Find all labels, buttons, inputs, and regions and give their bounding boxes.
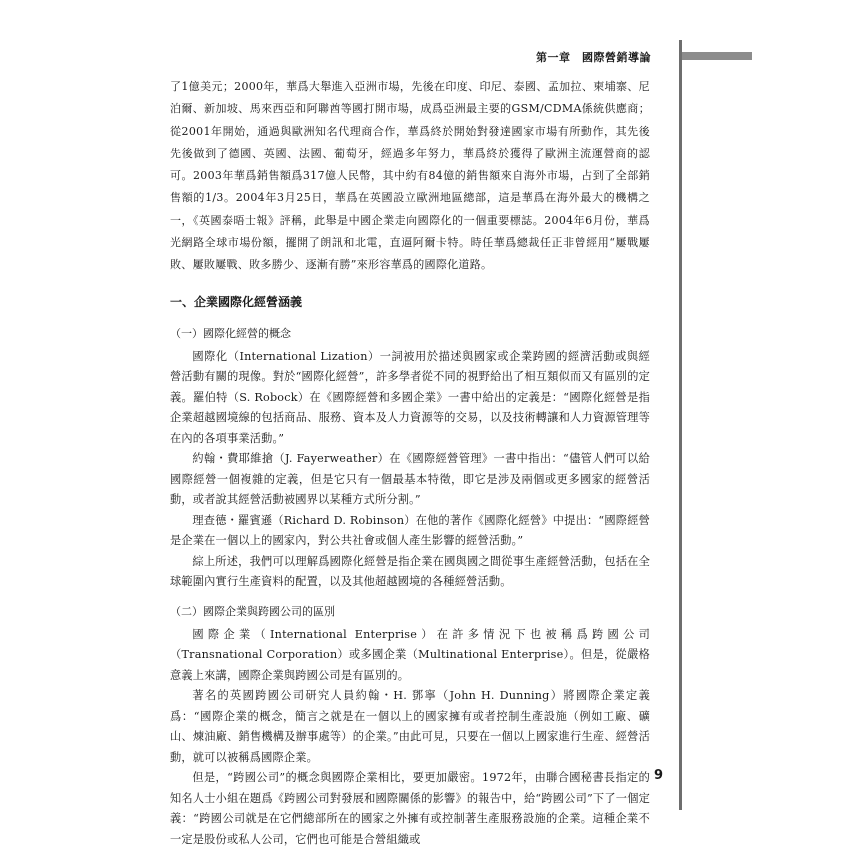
page-number: 9 xyxy=(654,768,664,783)
chapter-header: 第一章 國際營銷導論 xyxy=(536,51,651,64)
paragraph: 綜上所述，我們可以理解爲國際化經營是指企業在國與國之間從事生產經營活動，包括在全球範圍內實行生產資料的配置，以及其他超越國境的各種經營活動。 xyxy=(170,554,650,589)
intro-paragraph: 了1億美元；2000年，華爲大舉進入亞洲市場，先後在印度、印尼、泰國、孟加拉、柬埔寨、尼泊爾、新加坡、馬來西亞和阿聯酋等國打開市場，成爲亞洲最主要的GSM/CDMA係統供應商；從2001年開始，通過與歐洲知名代理商合作，華爲終於開始對發達國家市場有所動作，其先後先後做到了德國、英國、法國、葡萄牙，經過多年努力，華爲終於獲得了歐洲主流運營商的認可。2003年華爲銷售額爲317億人民幣，其中約有84億的銷售額來自海外市場，占到了全部銷售額的1/3。2004年3月25日，華爲在英國設立歐洲地區總部，這是華爲在海外最大的機構之一，《英國泰晤士報》評稱，此舉是中國企業走向國際化的一個重要標誌。2004年6月份，華爲光網路全球市場份額，擺開了朗訊和北電，直逼阿爾卡特。時任華爲總裁任正非曾經用“屢戰屢敗、屢敗屢戰、敗多勝少、逐漸有勝”來形容華爲的國際化道路。 xyxy=(170,80,651,272)
paragraph: 但是，“跨國公司”的概念與國際企業相比，要更加嚴密。1972年，由聯合國秘書長指定的知名人士小組在題爲《跨國公司對發展和國際關係的影響》的報告中，給“跨國公司”下了一個定義：“跨國公司就是在它們總部所在的國家之外擁有或控制著生產服務設施的企業。這種企業不一定是股份或私人公司，它們也可能是合營組織或 xyxy=(170,771,650,846)
subsection-heading-1: （一）國際化經營的概念 xyxy=(170,326,291,340)
paragraph: 國際企業（International Enterprise）在許多情況下也被稱爲跨國公司（Transnational Corporation）或多國企業（Multinational Enterprise）。但是，從嚴格意義上來講，國際企業與跨國公司是有區別的。 xyxy=(170,627,650,682)
page-body xyxy=(170,76,650,850)
paragraph: 著名的英國跨國公司研究人員約翰・H. 鄧寧（John H. Dunning）將國際企業定義爲：“國際企業的概念，簡言之就是在一個以上的國家擁有或者控制生產設施（例如工廠、礦山、煉油廠、銷售機構及辦事處等）的企業。”由此可見，只要在一個以上國家進行生産、經營活動，就可以被稱爲國際企業。 xyxy=(170,689,650,764)
subsection-heading-2: （二）國際企業與跨國公司的區別 xyxy=(170,604,335,618)
margin-rule xyxy=(679,40,682,810)
paragraph: 約翰・費耶維搶（J. Fayerweather）在《國際經營管理》一書中指出：“儘管人們可以給國際經營一個複雜的定義，但是它只有一個最基本特徵，即它是涉及兩個或更多國家的經營活動，或者說其經營活動被國界以某種方式所分割。” xyxy=(170,452,650,507)
paragraph: 國際化（International Lization）一詞被用於描述與國家或企業跨國的經濟活動或與經營活動有關的現像。對於“國際化經營”，許多學者從不同的視野給出了相互類似而又有區別的定義。羅伯特（S. Robock）在《國際經營和多國企業》一書中給出的定義是：“國際化經營是指企業超越國境線的包括商品、服務、資本及人力資源等的交易，以及技術轉讓和人力資源管理等在內的各項事業活動。” xyxy=(170,349,650,445)
header-bar xyxy=(680,52,752,60)
section-heading: 一、企業國際化經營涵義 xyxy=(170,294,303,309)
paragraph: 理查德・羅賓遜（Richard D. Robinson）在他的著作《國際化經營》中提出：“國際經營是企業在一個以上的國家內，對公共社會或個人產生影響的經營活動。” xyxy=(170,513,650,548)
